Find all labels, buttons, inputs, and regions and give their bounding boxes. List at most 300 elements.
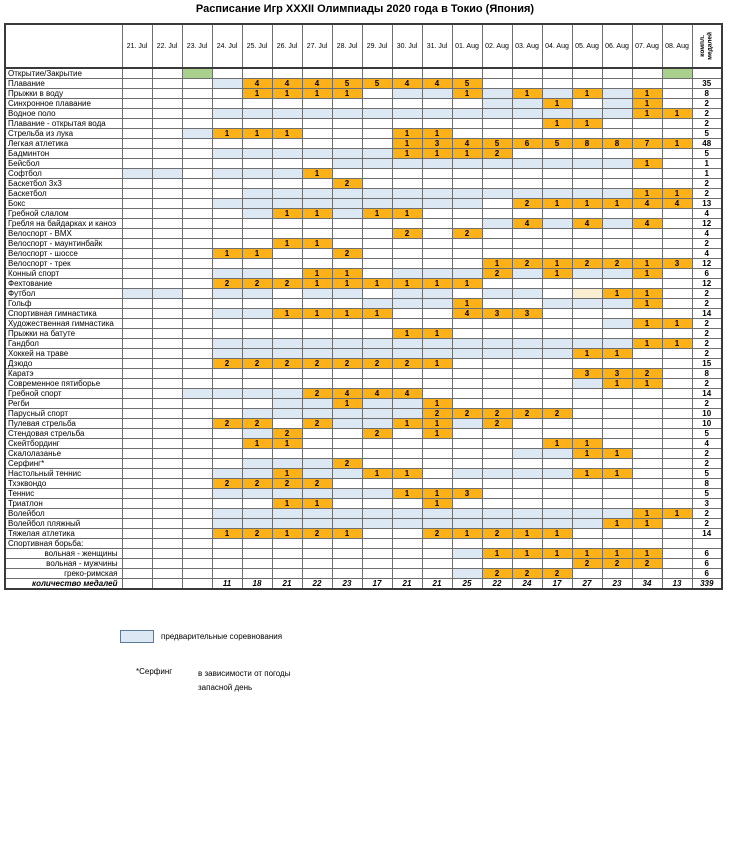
- prelim-cell: [182, 389, 212, 399]
- empty-cell: [422, 249, 452, 259]
- medal-cell: 2: [272, 279, 302, 289]
- footnote-term: *Серфинг: [136, 667, 173, 676]
- empty-cell: [122, 299, 152, 309]
- empty-cell: [152, 139, 182, 149]
- empty-cell: [542, 239, 572, 249]
- prelim-cell: [332, 339, 362, 349]
- total-cell: 8: [692, 89, 722, 99]
- empty-cell: [242, 159, 272, 169]
- sport-label: Триатлон: [5, 499, 122, 509]
- empty-cell: [122, 569, 152, 579]
- empty-cell: [122, 359, 152, 369]
- daily-total-cell: 21: [392, 579, 422, 590]
- prelim-cell: [392, 519, 422, 529]
- empty-cell: [182, 379, 212, 389]
- empty-cell: [452, 479, 482, 489]
- empty-cell: [242, 499, 272, 509]
- empty-cell: [332, 68, 362, 79]
- empty-cell: [362, 119, 392, 129]
- empty-cell: [452, 179, 482, 189]
- prelim-cell: [272, 519, 302, 529]
- prelim-cell: [452, 199, 482, 209]
- empty-cell: [362, 259, 392, 269]
- empty-cell: [572, 499, 602, 509]
- empty-cell: [452, 449, 482, 459]
- empty-cell: [332, 259, 362, 269]
- medal-cell: 1: [632, 339, 662, 349]
- medal-cell: 1: [572, 549, 602, 559]
- empty-cell: [422, 379, 452, 389]
- empty-cell: [482, 279, 512, 289]
- sport-row: [5, 219, 722, 229]
- empty-cell: [422, 239, 452, 249]
- empty-cell: [242, 99, 272, 109]
- empty-cell: [152, 199, 182, 209]
- date-header: 22. Jul: [152, 24, 182, 68]
- medal-cell: 2: [302, 479, 332, 489]
- empty-cell: [632, 329, 662, 339]
- medal-cell: 3: [422, 139, 452, 149]
- prelim-cell: [422, 189, 452, 199]
- sport-row: [5, 469, 722, 479]
- empty-cell: [182, 369, 212, 379]
- empty-cell: [482, 329, 512, 339]
- sport-label: Водное поло: [5, 109, 122, 119]
- empty-cell: [122, 419, 152, 429]
- totals-row: [5, 579, 722, 590]
- medal-cell: 1: [302, 169, 332, 179]
- empty-cell: [272, 249, 302, 259]
- daily-total-cell: 23: [332, 579, 362, 590]
- medal-cell: 1: [572, 89, 602, 99]
- prelim-cell: [392, 109, 422, 119]
- prelim-cell: [242, 389, 272, 399]
- empty-cell: [572, 79, 602, 89]
- medal-cell: 1: [242, 249, 272, 259]
- total-cell: 4: [692, 229, 722, 239]
- empty-cell: [482, 389, 512, 399]
- sport-label: Тяжелая атлетика: [5, 529, 122, 539]
- empty-cell: [602, 169, 632, 179]
- empty-cell: [572, 359, 602, 369]
- medal-cell: 1: [542, 119, 572, 129]
- empty-cell: [332, 129, 362, 139]
- empty-cell: [632, 489, 662, 499]
- prelim-cell: [272, 189, 302, 199]
- empty-cell: [152, 489, 182, 499]
- medal-cell: 1: [662, 189, 692, 199]
- empty-cell: [452, 68, 482, 79]
- prelim-cell: [362, 489, 392, 499]
- empty-cell: [482, 299, 512, 309]
- empty-cell: [212, 139, 242, 149]
- empty-cell: [122, 189, 152, 199]
- footnote-line1: в зависимости от погоды: [198, 669, 291, 678]
- prelim-cell: [362, 339, 392, 349]
- prelim-cell: [332, 519, 362, 529]
- medal-cell: 1: [392, 209, 422, 219]
- daily-total-cell: 22: [302, 579, 332, 590]
- empty-cell: [512, 379, 542, 389]
- prelim-cell: [482, 89, 512, 99]
- medal-cell: 1: [662, 339, 692, 349]
- empty-cell: [482, 239, 512, 249]
- empty-cell: [542, 429, 572, 439]
- sport-label: Плавание - открытая вода: [5, 119, 122, 129]
- prelim-cell: [242, 459, 272, 469]
- total-cell: 14: [692, 309, 722, 319]
- medal-cell: 1: [272, 529, 302, 539]
- prelim-cell: [362, 349, 392, 359]
- medal-cell: 2: [542, 569, 572, 579]
- empty-cell: [452, 559, 482, 569]
- medal-cell: 1: [392, 469, 422, 479]
- empty-cell: [332, 119, 362, 129]
- empty-cell: [332, 449, 362, 459]
- medal-cell: 1: [422, 149, 452, 159]
- sport-row: [5, 199, 722, 209]
- prelim-cell: [392, 199, 422, 209]
- prelim-cell: [452, 509, 482, 519]
- prelim-cell: [482, 509, 512, 519]
- prelim-cell: [242, 209, 272, 219]
- empty-cell: [542, 249, 572, 259]
- prelim-cell: [332, 419, 362, 429]
- empty-cell: [542, 329, 572, 339]
- empty-cell: [332, 549, 362, 559]
- prelim-cell: [242, 409, 272, 419]
- empty-cell: [602, 179, 632, 189]
- sport-row: [5, 239, 722, 249]
- prelim-cell: [302, 469, 332, 479]
- medal-cell: 1: [602, 379, 632, 389]
- empty-cell: [182, 219, 212, 229]
- prelim-cell: [542, 469, 572, 479]
- sport-label: Гандбол: [5, 339, 122, 349]
- sport-label: Теннис: [5, 489, 122, 499]
- prelim-cell: [332, 199, 362, 209]
- medal-cell: 4: [392, 79, 422, 89]
- empty-cell: [542, 539, 572, 549]
- prelim-cell: [302, 289, 332, 299]
- medal-cell: 2: [632, 559, 662, 569]
- empty-cell: [242, 449, 272, 459]
- medal-cell: 1: [482, 259, 512, 269]
- sport-row: [5, 329, 722, 339]
- empty-cell: [662, 379, 692, 389]
- medal-cell: 2: [212, 419, 242, 429]
- empty-cell: [542, 419, 572, 429]
- medal-cell: 1: [452, 299, 482, 309]
- total-cell: 12: [692, 219, 722, 229]
- prelim-cell: [362, 189, 392, 199]
- medal-cell: 1: [272, 309, 302, 319]
- sport-label: греко-римская: [5, 569, 122, 579]
- empty-cell: [542, 479, 572, 489]
- empty-cell: [182, 359, 212, 369]
- sport-label: Велоспорт - трек: [5, 259, 122, 269]
- medal-cell: 2: [212, 479, 242, 489]
- total-cell: 5: [692, 489, 722, 499]
- empty-cell: [362, 179, 392, 189]
- sport-row: [5, 509, 722, 519]
- empty-cell: [422, 209, 452, 219]
- medal-cell: 1: [302, 499, 332, 509]
- empty-cell: [452, 209, 482, 219]
- date-header: 05. Aug: [572, 24, 602, 68]
- medal-cell: 4: [572, 219, 602, 229]
- empty-cell: [662, 559, 692, 569]
- prelim-cell: [512, 289, 542, 299]
- empty-cell: [182, 509, 212, 519]
- medal-cell: 1: [572, 439, 602, 449]
- empty-cell: [122, 519, 152, 529]
- ceremony-cell: [662, 68, 692, 79]
- empty-cell: [542, 229, 572, 239]
- prelim-cell: [362, 409, 392, 419]
- prelim-cell: [602, 319, 632, 329]
- empty-cell: [212, 209, 242, 219]
- empty-cell: [572, 419, 602, 429]
- daily-total-cell: 25: [452, 579, 482, 590]
- empty-cell: [152, 469, 182, 479]
- empty-cell: [182, 169, 212, 179]
- prelim-cell: [422, 109, 452, 119]
- empty-cell: [482, 489, 512, 499]
- medal-cell: 2: [482, 529, 512, 539]
- empty-cell: [632, 359, 662, 369]
- total-cell: 14: [692, 389, 722, 399]
- medal-cell: 2: [302, 419, 332, 429]
- medal-cell: 1: [572, 199, 602, 209]
- empty-cell: [122, 309, 152, 319]
- empty-cell: [632, 499, 662, 509]
- empty-cell: [662, 489, 692, 499]
- medal-cell: 4: [272, 79, 302, 89]
- medal-cell: 2: [272, 479, 302, 489]
- empty-cell: [182, 269, 212, 279]
- empty-cell: [482, 359, 512, 369]
- prelim-cell: [302, 189, 332, 199]
- date-header: 21. Jul: [122, 24, 152, 68]
- empty-cell: [122, 329, 152, 339]
- empty-cell: [572, 329, 602, 339]
- empty-cell: [182, 519, 212, 529]
- empty-cell: [122, 149, 152, 159]
- empty-cell: [542, 169, 572, 179]
- medal-cell: 2: [302, 529, 332, 539]
- prelim-cell: [242, 519, 272, 529]
- empty-cell: [452, 429, 482, 439]
- empty-cell: [542, 369, 572, 379]
- empty-cell: [512, 299, 542, 309]
- empty-cell: [662, 499, 692, 509]
- sport-label: Художественная гимнастика: [5, 319, 122, 329]
- medal-cell: 2: [392, 229, 422, 239]
- prelim-cell: [482, 289, 512, 299]
- sport-row: [5, 309, 722, 319]
- empty-cell: [302, 259, 332, 269]
- prelim-cell: [242, 149, 272, 159]
- empty-cell: [152, 229, 182, 239]
- footnote-line2: запасной день: [198, 682, 253, 692]
- empty-cell: [482, 129, 512, 139]
- empty-cell: [542, 68, 572, 79]
- empty-cell: [572, 409, 602, 419]
- prelim-cell: [212, 469, 242, 479]
- medal-cell: 2: [362, 429, 392, 439]
- prelim-cell: [602, 189, 632, 199]
- prelim-cell: [332, 509, 362, 519]
- sport-label: Баскетбол 3х3: [5, 179, 122, 189]
- empty-cell: [302, 329, 332, 339]
- empty-cell: [392, 259, 422, 269]
- medal-cell: 4: [242, 79, 272, 89]
- total-cell: 6: [692, 559, 722, 569]
- sport-label: Конный спорт: [5, 269, 122, 279]
- medal-cell: 1: [332, 269, 362, 279]
- medal-cell: 2: [512, 199, 542, 209]
- empty-cell: [182, 249, 212, 259]
- empty-cell: [152, 159, 182, 169]
- prelim-cell: [212, 309, 242, 319]
- prelim-cell: [392, 339, 422, 349]
- medal-cell: 1: [632, 289, 662, 299]
- empty-cell: [362, 169, 392, 179]
- prelim-cell: [212, 109, 242, 119]
- medal-cell: 1: [452, 279, 482, 289]
- empty-cell: [422, 68, 452, 79]
- total-cell: 2: [692, 519, 722, 529]
- empty-cell: [212, 319, 242, 329]
- empty-cell: [362, 459, 392, 469]
- empty-cell: [632, 459, 662, 469]
- medal-cell: 2: [572, 559, 602, 569]
- empty-cell: [602, 439, 632, 449]
- sport-label: Каратэ: [5, 369, 122, 379]
- empty-cell: [662, 399, 692, 409]
- medal-cell: 1: [422, 499, 452, 509]
- empty-cell: [632, 68, 662, 79]
- prelim-cell: [302, 349, 332, 359]
- prelim-cell: [542, 189, 572, 199]
- empty-cell: [572, 279, 602, 289]
- empty-cell: [122, 379, 152, 389]
- prelim-cell: [482, 99, 512, 109]
- medal-cell: 1: [392, 139, 422, 149]
- empty-cell: [182, 149, 212, 159]
- sport-row: [5, 539, 722, 549]
- prelim-cell: [272, 399, 302, 409]
- prelim-cell: [572, 159, 602, 169]
- empty-cell: [452, 129, 482, 139]
- total-cell: 2: [692, 319, 722, 329]
- medal-cell: 1: [452, 89, 482, 99]
- empty-cell: [242, 239, 272, 249]
- empty-cell: [482, 119, 512, 129]
- prelim-cell: [122, 169, 152, 179]
- prelim-cell: [332, 349, 362, 359]
- empty-cell: [212, 119, 242, 129]
- empty-cell: [452, 319, 482, 329]
- empty-cell: [302, 549, 332, 559]
- empty-cell: [512, 329, 542, 339]
- prelim-cell: [242, 509, 272, 519]
- medal-cell: 8: [602, 139, 632, 149]
- prelim-cell: [512, 159, 542, 169]
- empty-cell: [332, 539, 362, 549]
- total-cell: 12: [692, 279, 722, 289]
- medal-cell: 2: [242, 359, 272, 369]
- medal-cell: 1: [272, 129, 302, 139]
- empty-cell: [512, 279, 542, 289]
- empty-cell: [302, 379, 332, 389]
- medal-cell: 5: [542, 139, 572, 149]
- empty-cell: [362, 499, 392, 509]
- sport-row: [5, 89, 722, 99]
- total-cell: 2: [692, 109, 722, 119]
- medal-cell: 1: [602, 549, 632, 559]
- empty-cell: [332, 329, 362, 339]
- empty-cell: [182, 259, 212, 269]
- empty-cell: [122, 549, 152, 559]
- empty-cell: [152, 179, 182, 189]
- empty-cell: [182, 209, 212, 219]
- sport-label: Бокс: [5, 199, 122, 209]
- empty-cell: [152, 549, 182, 559]
- empty-cell: [212, 259, 242, 269]
- prelim-cell: [362, 149, 392, 159]
- prelim-cell: [602, 99, 632, 109]
- prelim-cell: [392, 189, 422, 199]
- sport-row: [5, 359, 722, 369]
- empty-cell: [362, 219, 392, 229]
- sport-row: [5, 549, 722, 559]
- prelim-cell: [212, 519, 242, 529]
- prelim-cell: [302, 489, 332, 499]
- total-cell: 2: [692, 459, 722, 469]
- empty-cell: [362, 449, 392, 459]
- medal-cell: 1: [362, 469, 392, 479]
- sport-row: [5, 519, 722, 529]
- empty-cell: [662, 529, 692, 539]
- medal-cell: 1: [482, 549, 512, 559]
- sport-label: Парусный спорт: [5, 409, 122, 419]
- medal-cell: 1: [392, 129, 422, 139]
- prelim-cell: [152, 169, 182, 179]
- empty-cell: [452, 389, 482, 399]
- empty-cell: [512, 319, 542, 329]
- empty-cell: [422, 449, 452, 459]
- medal-cell: 1: [422, 329, 452, 339]
- sport-label: Волейбол пляжный: [5, 519, 122, 529]
- empty-cell: [362, 529, 392, 539]
- empty-cell: [182, 559, 212, 569]
- empty-cell: [302, 99, 332, 109]
- empty-cell: [392, 429, 422, 439]
- empty-cell: [122, 199, 152, 209]
- sport-label: вольная - мужчины: [5, 559, 122, 569]
- empty-cell: [182, 229, 212, 239]
- medal-cell: 2: [272, 429, 302, 439]
- sport-row: [5, 379, 722, 389]
- medal-cell: 1: [242, 89, 272, 99]
- medal-cell: 1: [272, 439, 302, 449]
- prelim-cell: [212, 269, 242, 279]
- empty-cell: [122, 489, 152, 499]
- daily-total-cell: 22: [482, 579, 512, 590]
- prelim-cell: [542, 299, 572, 309]
